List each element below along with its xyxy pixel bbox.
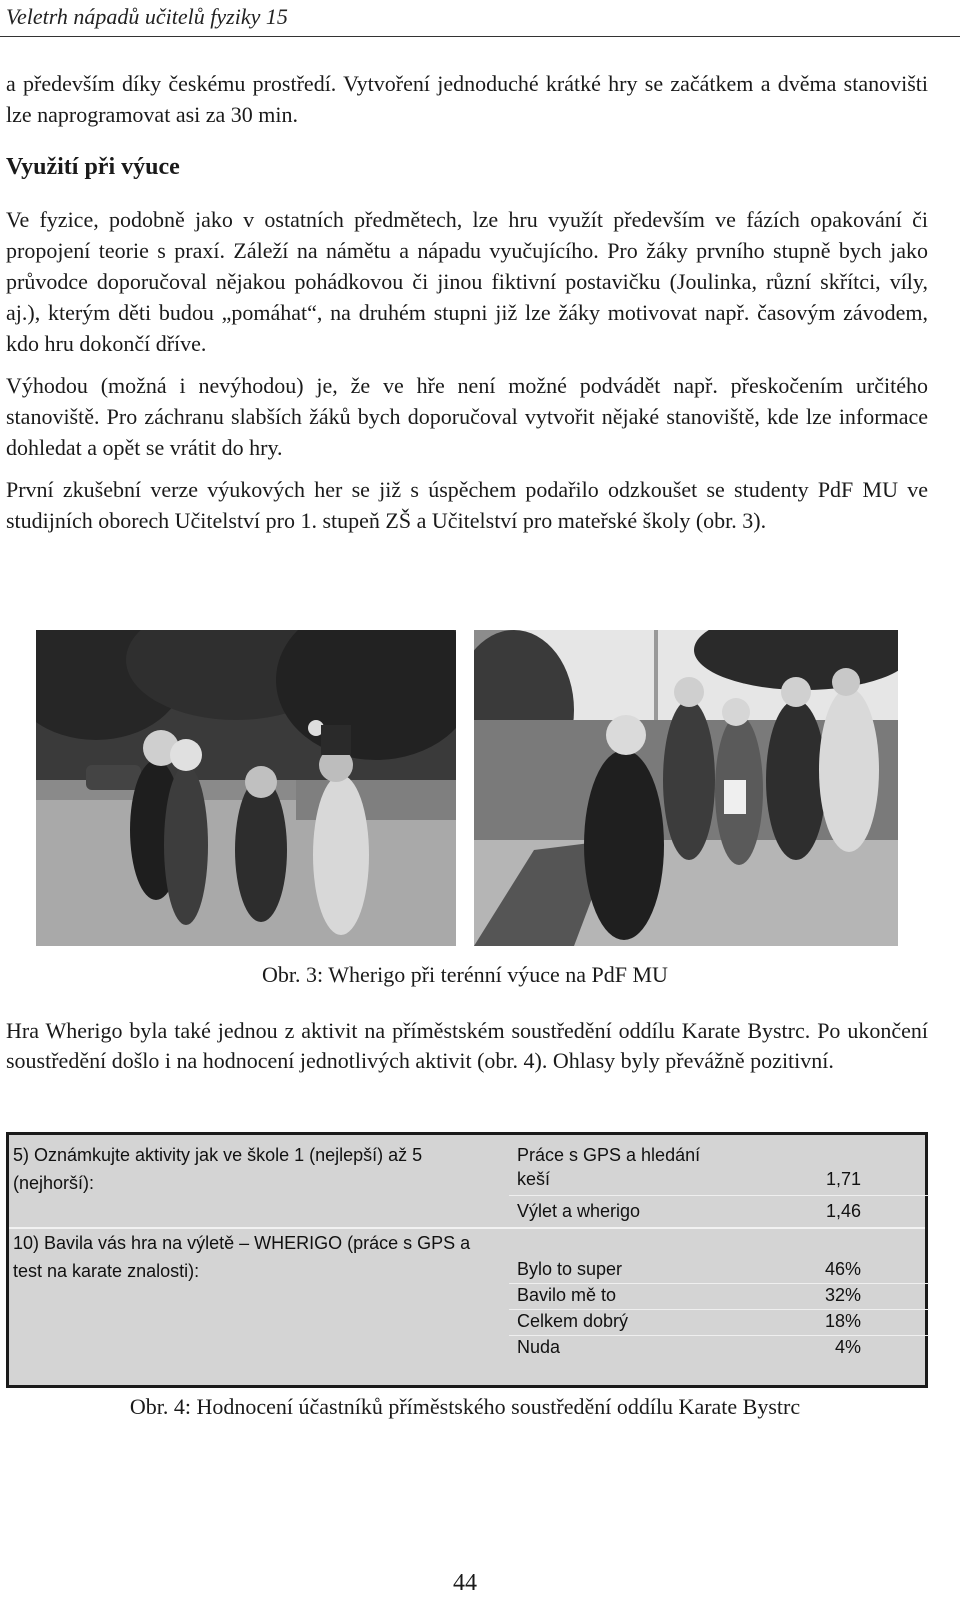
body-text	[6, 68, 928, 547]
survey-results-table	[6, 1132, 928, 1388]
running-header: Veletrh nápadů učitelů fyziky 15	[6, 4, 288, 29]
paragraph: Výhodou (možná i nevýhodou) je, že ve hře není možné podvádět např. přeskočením určitého stanoviště. Pro záchranu slabších žáků bych doporučoval vytvořit nějaké stanoviště, kde lze informace dohledat a opět se vrátit do hry.	[6, 373, 928, 460]
survey-row-value: 4%	[834, 1337, 861, 1357]
paragraph: Ve fyzice, podobně jako v ostatních předmětech, lze hru využít především ve fázích opakování či propojení teorie s praxí. Záleží na námětu a nápadu vyučujícího. Pro žáky prvního stupně bych jako průvodce doporučoval nějakou pohádkovou či jinou fiktivní postavičku (Joulinka, různí skřítci, víly, aj.), kterým děti budou „pomáhat“, na druhém stupni již lze žáky motivovat např. časovým závodem, kdo hru dokončí dříve.	[6, 207, 928, 356]
survey-row-value: 18%	[824, 1311, 861, 1331]
figure-3-photos	[36, 630, 898, 948]
header-rule	[0, 36, 960, 37]
survey-row-label: Práce s GPS a hledání	[517, 1145, 701, 1165]
photo-students-in-park	[36, 630, 456, 946]
paragraph: Hra Wherigo byla také jednou z aktivit na příměstském soustředění oddílu Karate Bystrc. Po ukončení soustředění došlo i na hodnocení jednotlivých aktivit (obr. 4). Ohlasy byly převážně pozitivní.	[6, 1018, 928, 1073]
survey-question-grades: 5) Oznámkujte aktivity jak ve škole 1 (nejlepší) až 5 (nejhorší):	[13, 1145, 423, 1193]
paragraph: První zkušební verze výukových her se již s úspěchem podařilo odzkoušet se studenty PdF MU ve studijních oborech Učitelství pro 1. stupeň ZŠ a Učitelství pro mateřské školy (obr. 3).	[6, 477, 928, 533]
section-heading: Využití při výuce	[6, 154, 180, 180]
survey-row-label: keší	[517, 1169, 551, 1189]
page-number: 44	[453, 1570, 477, 1596]
survey-row-label: Nuda	[517, 1337, 561, 1357]
survey-row-label: Bylo to super	[517, 1259, 623, 1279]
row-divider	[509, 1335, 929, 1336]
survey-row-value: 46%	[824, 1259, 861, 1279]
survey-row-value: 1,71	[825, 1169, 861, 1189]
survey-row-label: Bavilo mě to	[517, 1285, 617, 1305]
survey-row-value: 32%	[824, 1285, 861, 1305]
survey-question-enjoyment: 10) Bavila vás hra na výletě – WHERIGO (práce s GPS a test na karate znalosti):	[13, 1233, 471, 1281]
row-divider	[509, 1195, 929, 1196]
paragraph: a především díky českému prostředí. Vytvoření jednoduché krátké hry se začátkem a dvěma stanovišti lze naprogramovat asi za 30 min.	[6, 71, 928, 127]
survey-row-label: Výlet a wherigo	[517, 1201, 641, 1221]
figure-4-caption: Obr. 4: Hodnocení účastníků příměstského soustředění oddílu Karate Bystrc	[129, 1394, 801, 1419]
survey-row-label: Celkem dobrý	[517, 1311, 629, 1331]
photo-students-walking	[474, 630, 898, 946]
survey-row-value: 1,46	[825, 1201, 861, 1221]
figure-3-caption: Obr. 3: Wherigo při terénní výuce na PdF MU	[262, 962, 668, 987]
